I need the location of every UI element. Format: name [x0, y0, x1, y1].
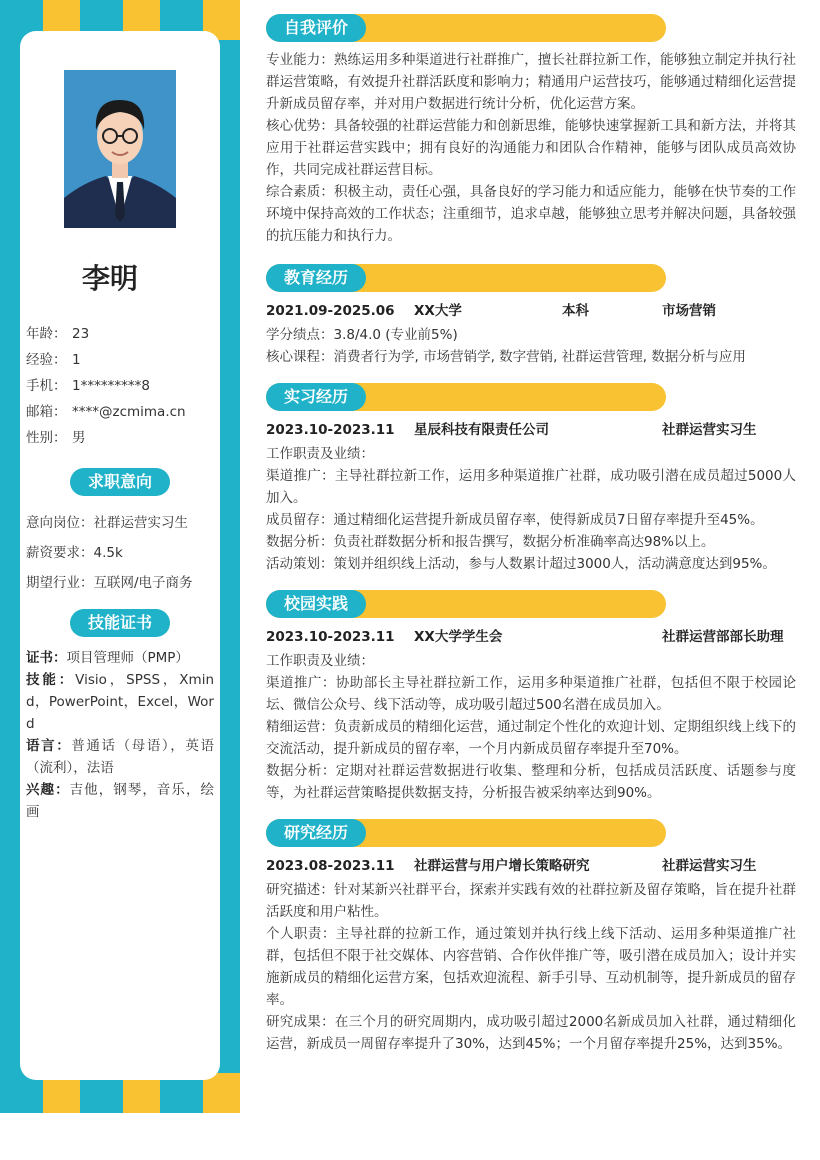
- education-text: [266, 324, 796, 368]
- internship-role: 社群运营实习生: [662, 422, 757, 438]
- research-role: 社群运营实习生: [662, 858, 757, 874]
- campus-text: [266, 650, 796, 804]
- section-title-intent: 求职意向: [70, 468, 170, 496]
- campus-org: XX大学学生会: [414, 629, 503, 645]
- self-eval-line: 专业能力：熟练运用多种渠道进行社群推广，擅长社群拉新工作，能够独立制定并执行社群运营策略，有效提升社群活跃度和影响力；精通用户运营技巧，能够通过精细化运营提升新成员留存率，并对用户数据进行统计分析，优化运营方案。: [266, 52, 796, 112]
- internship-line: 渠道推广：主导社群拉新工作，运用多种渠道推广社群，成功吸引潜在成员超过5000人加入。: [266, 468, 796, 506]
- education-major: 市场营销: [662, 303, 716, 319]
- internship-line: 活动策划：策划并组织线上活动，参与人数累计超过3000人，活动满意度达到95%。: [266, 556, 776, 572]
- section-title-internship: 实习经历: [266, 383, 366, 411]
- section-header-internship: [266, 383, 666, 411]
- self-eval-line: 综合素质：积极主动，责任心强，具备良好的学习能力和适应能力，能够在快节奏的工作环境中保持高效的工作状态；注重细节，追求卓越，能够独立思考并解决问题，具备较强的抗压能力和执行力。: [266, 184, 796, 244]
- internship-company: 星辰科技有限责任公司: [414, 422, 549, 438]
- section-title-skills: 技能证书: [70, 609, 170, 637]
- campus-line: 工作职责及业绩：: [266, 653, 374, 669]
- education-school: XX大学: [414, 303, 462, 319]
- campus-line: 渠道推广：协助部长主导社群拉新工作，运用多种渠道推广社群，包括但不限于校园论坛、微信公众号、线下活动等，成功吸引超过500名潜在成员加入。: [266, 675, 796, 713]
- intent-salary: 薪资要求：4.5k: [26, 545, 123, 561]
- section-title-campus: 校园实践: [266, 590, 366, 618]
- section-title-self-eval: 自我评价: [266, 14, 366, 42]
- section-title-research: 研究经历: [266, 819, 366, 847]
- campus-line: 数据分析：定期对社群运营数据进行收集、整理和分析，包括成员活跃度、话题参与度等，为社群运营策略提供数据支持，分析报告被采纳率达到90%。: [266, 763, 796, 801]
- self-eval-text: [266, 49, 796, 247]
- campus-date: 2023.10-2023.11: [266, 629, 395, 645]
- education-date: 2021.09-2025.06: [266, 303, 395, 319]
- info-email: 邮箱： ****@zcmima.cn: [26, 404, 186, 420]
- education-line: 核心课程：消费者行为学, 市场营销学, 数字营销, 社群运营管理, 数据分析与应用: [266, 349, 746, 365]
- internship-row: [266, 419, 796, 441]
- internship-text: [266, 443, 796, 575]
- skill-interest: 兴趣：吉他，钢琴，音乐，绘画: [26, 782, 214, 820]
- research-line: 个人职责：主导社群的拉新工作，通过策划并执行线上线下活动、运用多种渠道推广社群，包括但不限于社交媒体、内容营销、合作伙伴推广等，吸引潜在成员加入；设计并实施新成员的精细化运营方案，包括欢迎流程、新手引导、互动机制等，提升新成员的留存率。: [266, 926, 796, 1008]
- info-experience: 经验： 1: [26, 352, 81, 368]
- intent-industry: 期望行业：互联网/电子商务: [26, 575, 193, 591]
- info-phone: 手机： 1*********8: [26, 378, 150, 394]
- profile-card: [20, 31, 220, 1080]
- section-header-research: [266, 819, 666, 847]
- avatar: [64, 70, 176, 228]
- campus-role: 社群运营部部长助理: [662, 629, 784, 645]
- info-gender: 性别： 男: [26, 430, 86, 446]
- education-row: [266, 300, 796, 322]
- skill-language: 语言：普通话（母语），英语（流利），法语: [26, 738, 214, 776]
- research-line: 研究成果：在三个月的研究周期内，成功吸引超过2000名新成员加入社群，通过精细化运营，新成员一周留存率提升了30%，达到45%；一个月留存率提升25%，达到35%。: [266, 1014, 796, 1052]
- education-degree: 本科: [562, 303, 589, 319]
- info-age: 年龄： 23: [26, 326, 90, 342]
- section-header-campus: [266, 590, 666, 618]
- skills-list: [26, 647, 214, 823]
- section-header-self-eval: [266, 14, 666, 42]
- campus-row: [266, 626, 796, 648]
- research-line: 研究描述：针对某新兴社群平台，探索并实践有效的社群拉新及留存策略，旨在提升社群活跃度和用户粘性。: [266, 882, 796, 920]
- research-text: [266, 879, 796, 1055]
- intent-position: 意向岗位：社群运营实习生: [26, 515, 188, 531]
- section-header-education: [266, 264, 666, 292]
- person-name: 李明: [81, 262, 138, 295]
- research-row: [266, 855, 796, 877]
- self-eval-line: 核心优势：具备较强的社群运营能力和创新思维，能够快速掌握新工具和新方法，并将其应用于社群运营实践中；拥有良好的沟通能力和团队合作精神，能够与团队成员高效协作，共同完成社群运营目标。: [266, 118, 796, 178]
- education-line: 学分绩点：3.8/4.0 (专业前5%): [266, 327, 458, 343]
- skill-tools: 技能：Visio，SPSS，Xmind，PowerPoint，Excel，Word: [26, 672, 215, 732]
- skill-certificate: 证书：项目管理师（PMP）: [26, 650, 189, 666]
- internship-line: 工作职责及业绩：: [266, 446, 374, 462]
- internship-line: 成员留存：通过精细化运营提升新成员留存率，使得新成员7日留存率提升至45%。: [266, 512, 764, 528]
- research-topic: 社群运营与用户增长策略研究: [414, 858, 590, 874]
- internship-line: 数据分析：负责社群数据分析和报告撰写，数据分析准确率高达98%以上。: [266, 534, 715, 550]
- research-date: 2023.08-2023.11: [266, 858, 395, 874]
- person-photo-icon: [64, 70, 176, 228]
- internship-date: 2023.10-2023.11: [266, 422, 395, 438]
- section-title-education: 教育经历: [266, 264, 366, 292]
- campus-line: 精细运营：负责新成员的精细化运营，通过制定个性化的欢迎计划、定期组织线上线下的交流活动，提升新成员的留存率，一个月内新成员留存率提升至70%。: [266, 719, 796, 757]
